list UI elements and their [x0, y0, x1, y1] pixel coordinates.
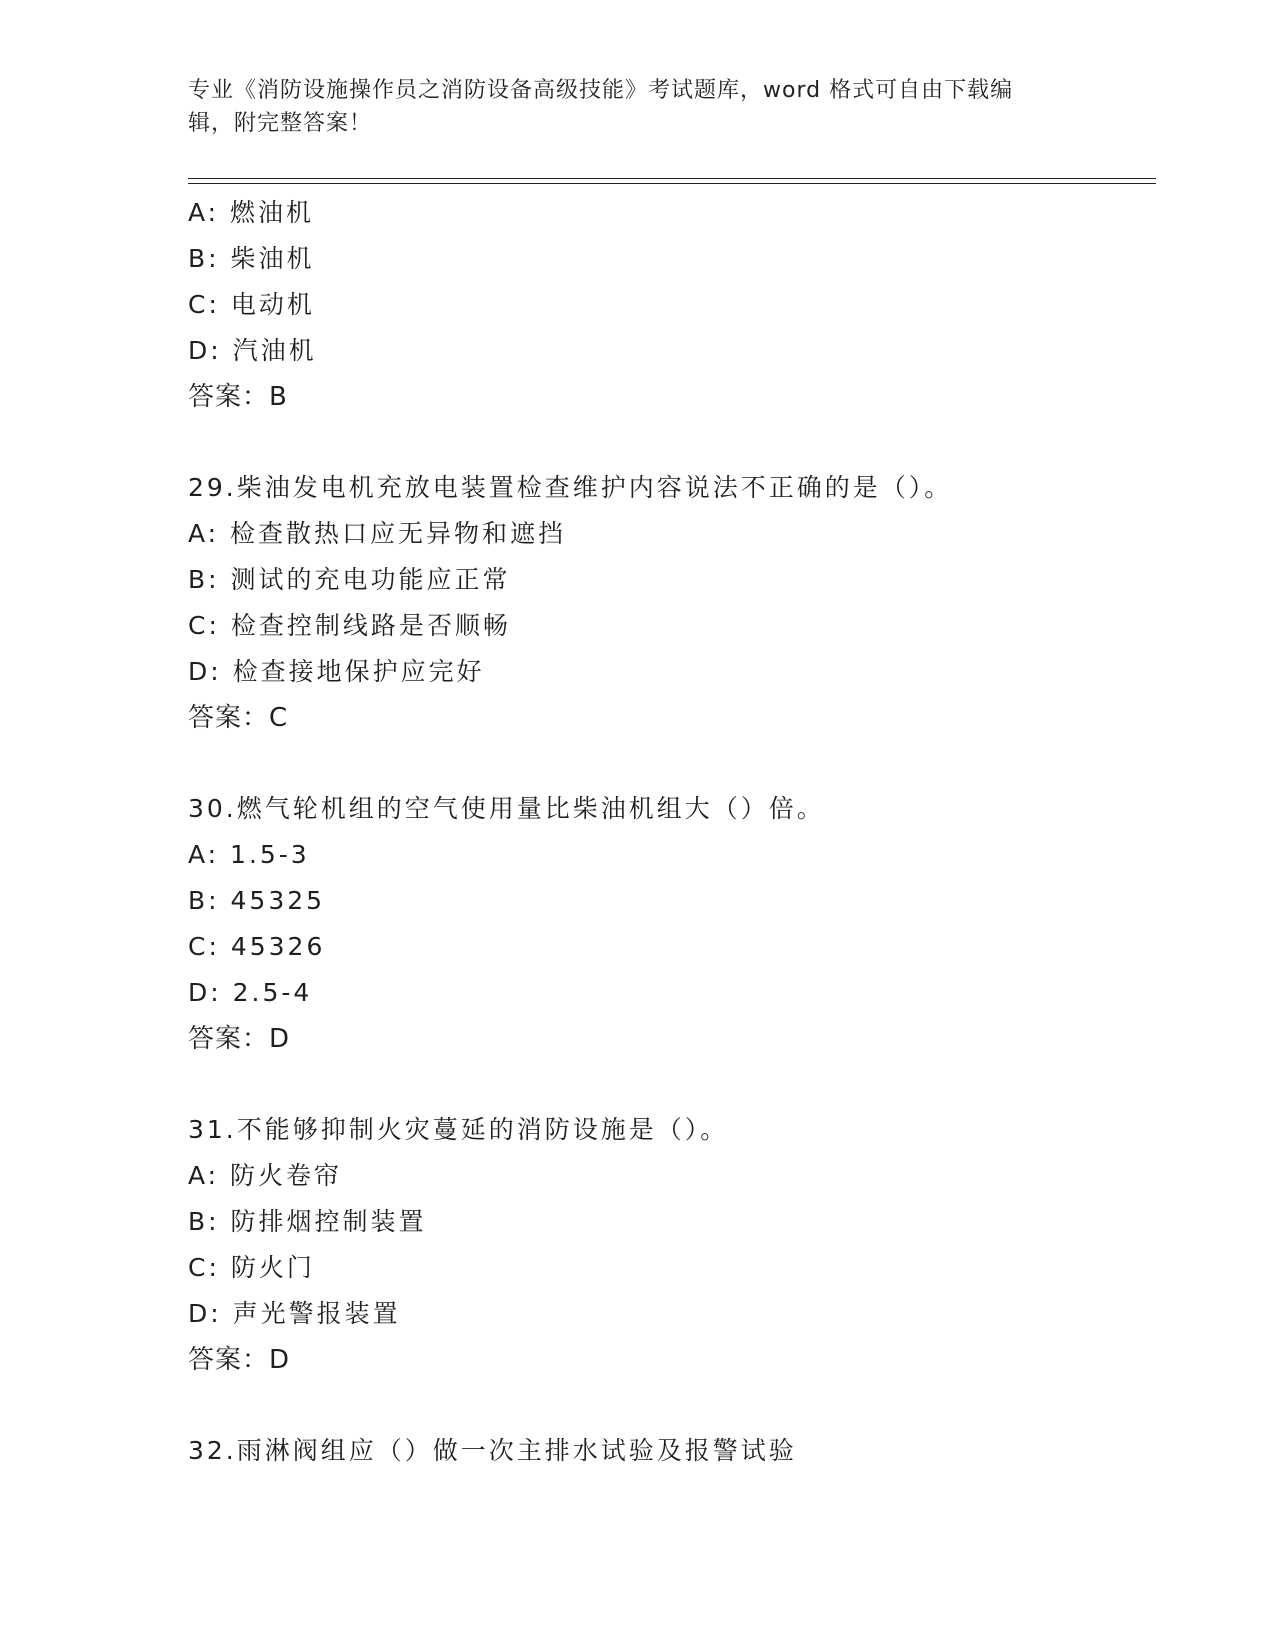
- question-text: 31.不能够抑制火灾蔓延的消防设施是（）。: [188, 1115, 729, 1144]
- option-a: A: 燃油机: [188, 198, 315, 227]
- header-divider-top: [188, 178, 1156, 179]
- option-c: C: 电动机: [188, 290, 315, 319]
- document-header: [188, 74, 1088, 140]
- option-d: D: 2.5-4: [188, 978, 313, 1007]
- question-block-30: [188, 786, 1156, 1062]
- question-spacer: [188, 420, 1156, 465]
- header-divider-bottom: [188, 183, 1156, 184]
- answer-line: 答案：C: [188, 703, 289, 733]
- question-block-32: [188, 1428, 1156, 1474]
- answer-line: 答案：D: [188, 1345, 291, 1375]
- option-a: A: 1.5-3: [188, 840, 310, 869]
- option-c: C: 45326: [188, 932, 326, 961]
- option-b: B: 45325: [188, 886, 326, 915]
- header-line-1: 专业《消防设施操作员之消防设备高级技能》考试题库，word 格式可自由下载编: [188, 78, 1014, 103]
- option-d: D: 检查接地保护应完好: [188, 657, 485, 686]
- answer-line: 答案：D: [188, 1024, 291, 1054]
- answer-line: 答案：B: [188, 382, 288, 412]
- question-text: 29.柴油发电机充放电装置检查维护内容说法不正确的是（）。: [188, 473, 953, 502]
- header-line-2: 辑，附完整答案！: [188, 111, 373, 136]
- question-text: 32.雨淋阀组应（）做一次主排水试验及报警试验: [188, 1436, 797, 1465]
- option-d: D: 声光警报装置: [188, 1299, 401, 1328]
- question-spacer: [188, 741, 1156, 786]
- option-b: B: 防排烟控制装置: [188, 1207, 427, 1236]
- option-d: D: 汽油机: [188, 336, 317, 365]
- question-text: 30.燃气轮机组的空气使用量比柴油机组大（）倍。: [188, 794, 825, 823]
- option-a: A: 防火卷帘: [188, 1161, 343, 1190]
- question-block-31: [188, 1107, 1156, 1383]
- option-b: B: 测试的充电功能应正常: [188, 565, 511, 594]
- option-a: A: 检查散热口应无异物和遮挡: [188, 519, 567, 548]
- option-c: C: 检查控制线路是否顺畅: [188, 611, 511, 640]
- question-list: [188, 190, 1156, 1474]
- question-spacer: [188, 1062, 1156, 1107]
- question-spacer: [188, 1383, 1156, 1428]
- option-c: C: 防火门: [188, 1253, 315, 1282]
- question-block-29: [188, 465, 1156, 741]
- option-b: B: 柴油机: [188, 244, 315, 273]
- question-block-continued: [188, 190, 1156, 420]
